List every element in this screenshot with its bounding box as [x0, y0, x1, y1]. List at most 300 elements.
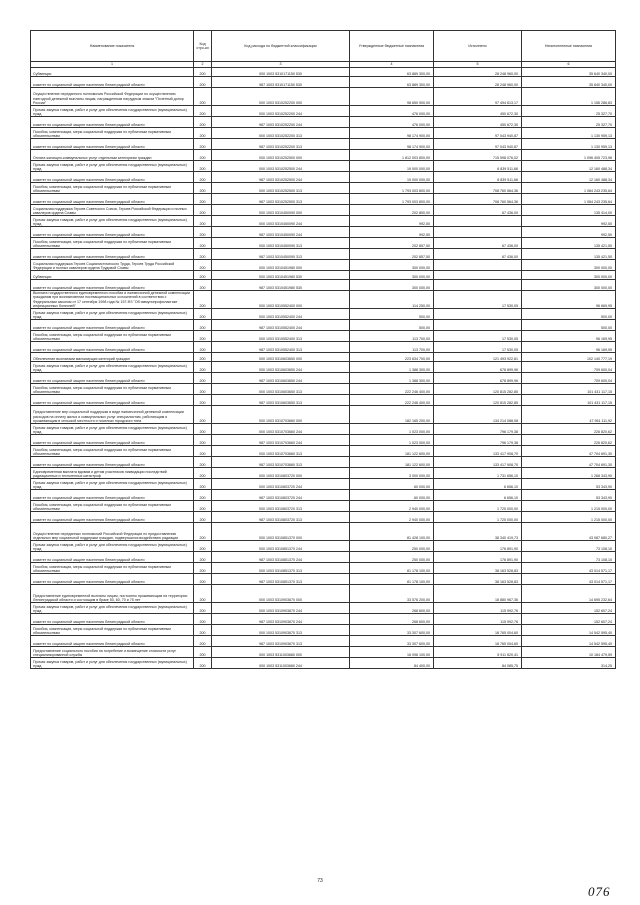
cell-code: 987 1003 5310603650 313: [212, 395, 350, 406]
cell-approved: 33 576 200,00: [350, 585, 434, 603]
cell-name: Обеспечение выплатами малоимущих категорий граждан: [31, 353, 194, 362]
cell-code: 987 1003 5310252200 313: [212, 139, 350, 150]
cell-line: 200: [194, 117, 212, 128]
cell-name: комитет по социальной защите населения Ленинградской области: [31, 574, 194, 585]
cell-name: Осуществление переданных полномочий Российской Федерации по предоставлению отдельных мер социальной поддержки граждан, подвергшихся воздействию радиации: [31, 523, 194, 541]
cell-unexecuted: 53 343,90: [522, 479, 616, 490]
cell-line: 200: [194, 541, 212, 552]
cell-approved: 500,00: [350, 320, 434, 331]
table-row: [31, 249, 616, 260]
header-row: [31, 31, 616, 62]
cell-unexecuted: 300 000,00: [522, 260, 616, 271]
cell-code: 000 1003 5310903670 000: [212, 585, 350, 603]
cell-code: 000 1003 5310252200 313: [212, 128, 350, 139]
cell-executed: 176 891,90: [434, 552, 522, 563]
cell-executed: 796 179,38: [434, 424, 522, 435]
cell-approved: 114 250,00: [350, 291, 434, 309]
cell-approved: 1 388 300,00: [350, 362, 434, 373]
cell-unexecuted: 1 130 959,13: [522, 139, 616, 150]
table-row: [31, 512, 616, 523]
cell-unexecuted: 35 640 340,00: [522, 68, 616, 77]
cell-approved: 98 174 900,00: [350, 139, 434, 150]
table-row: [31, 77, 616, 88]
header-code: Код расхода по бюджетной классификации: [212, 31, 350, 62]
cell-line: 200: [194, 227, 212, 238]
cell-approved: 1 793 003 800,00: [350, 194, 434, 205]
cell-name: комитет по социальной защите населения Ленинградской области: [31, 435, 194, 446]
cell-executed: 708 760 564,36: [434, 194, 522, 205]
cell-approved: 992,50: [350, 227, 434, 238]
cell-line: 200: [194, 362, 212, 373]
cell-code: 987 1003 5310851370 244: [212, 552, 350, 563]
cell-approved: 33 307 600,00: [350, 625, 434, 636]
cell-code: 000 1003 5310552400 244: [212, 309, 350, 320]
cell-executed: 450 672,30: [434, 106, 522, 117]
cell-executed: 97 043 940,87: [434, 128, 522, 139]
cell-code: 987 1003 5310552400 313: [212, 342, 350, 353]
table-row: [31, 523, 616, 541]
cell-line: 200: [194, 585, 212, 603]
cell-executed: 133 417 908,70: [434, 446, 522, 457]
cell-line: 200: [194, 150, 212, 161]
cell-line: 200: [194, 614, 212, 625]
cell-unexecuted: 709 600,04: [522, 362, 616, 373]
cell-code: 987 1003 5310903670 313: [212, 636, 350, 647]
table-row: [31, 88, 616, 106]
cell-name: Предоставление мер социальной поддержки в виде ежемесячной денежной компенсации расходов на оплату жилья и коммунальных услуг специалистам, работающим и проживающим в сельской местности и поселках городского типа: [31, 406, 194, 424]
table-row: [31, 468, 616, 479]
cell-line: 200: [194, 563, 212, 574]
table-row: [31, 658, 616, 669]
cell-line: 200: [194, 501, 212, 512]
table-row: [31, 150, 616, 161]
cell-line: 200: [194, 468, 212, 479]
cell-executed: 1 725 000,00: [434, 501, 522, 512]
cell-approved: 992,50: [350, 216, 434, 227]
cell-approved: 19 000 000,00: [350, 172, 434, 183]
cell-name: Прочая закупка товаров, работ и услуг для обеспечения государственных (муниципальных) нужд: [31, 424, 194, 435]
cell-executed: 176 891,90: [434, 541, 522, 552]
cell-unexecuted: 12 160 488,34: [522, 161, 616, 172]
cell-unexecuted: 1 084 243 235,64: [522, 183, 616, 194]
cell-name: комитет по социальной защите населения Ленинградской области: [31, 117, 194, 128]
cell-unexecuted: 992,50: [522, 216, 616, 227]
cell-unexecuted: 25 327,70: [522, 106, 616, 117]
cell-approved: 33 307 600,00: [350, 636, 434, 647]
cell-approved: 300 000,00: [350, 280, 434, 291]
table-row: [31, 490, 616, 501]
table-row: [31, 320, 616, 331]
cell-line: 200: [194, 490, 212, 501]
cell-unexecuted: 226 820,62: [522, 424, 616, 435]
cell-approved: 81 178 100,00: [350, 563, 434, 574]
cell-code: 000 1003 5310450090 244: [212, 216, 350, 227]
cell-name: Пособия, компенсации, меры социальной поддержки по публичным нормативным обязательствам: [31, 501, 194, 512]
cell-unexecuted: 47 951 111,92: [522, 406, 616, 424]
cell-unexecuted: 14 542 595,40: [522, 636, 616, 647]
cell-executed: 67 436,00: [434, 205, 522, 216]
cell-executed: 678 899,96: [434, 362, 522, 373]
cell-approved: 98 174 900,00: [350, 128, 434, 139]
cell-approved: 63 889 300,00: [350, 68, 434, 77]
cell-code: 000 1003 5310252500 244: [212, 161, 350, 172]
cell-unexecuted: 35 640 340,00: [522, 77, 616, 88]
header-line: Код стро-ки: [194, 31, 212, 62]
cell-code: 000 1003 5310703660 244: [212, 424, 350, 435]
table-row: [31, 373, 616, 384]
table-row: [31, 541, 616, 552]
cell-unexecuted: 102 140 777,19: [522, 353, 616, 362]
cell-line: 200: [194, 435, 212, 446]
cell-name: комитет по социальной защите населения Ленинградской области: [31, 227, 194, 238]
table-row: [31, 291, 616, 309]
table-row: [31, 501, 616, 512]
cell-name: комитет по социальной защите населения Ленинградской области: [31, 249, 194, 260]
cell-approved: 1 812 003 800,00: [350, 150, 434, 161]
cell-name: Социальная поддержка Героев Советского Союза, Героев Российской Федерации и полных кавалеров ордена Славы: [31, 205, 194, 216]
cell-executed: 18 880 967,36: [434, 585, 522, 603]
cell-approved: 181 122 600,00: [350, 457, 434, 468]
cell-approved: 2 940 000,00: [350, 501, 434, 512]
cell-code: 987 1003 5310552400 244: [212, 320, 350, 331]
cell-unexecuted: 14 542 595,40: [522, 625, 616, 636]
cell-line: 200: [194, 271, 212, 280]
cell-name: Субвенции: [31, 68, 194, 77]
cell-executed: 5 911 620,41: [434, 647, 522, 658]
report-sheet: [30, 30, 615, 669]
cell-name: Прочая закупка товаров, работ и услуг для обеспечения государственных (муниципальных) нужд: [31, 362, 194, 373]
cell-code: 000 1003 5310851370 000: [212, 523, 350, 541]
cell-code: 987 1003 5310851370 313: [212, 574, 350, 585]
cell-executed: 38 340 419,73: [434, 523, 522, 541]
cell-unexecuted: 43 087 680,27: [522, 523, 616, 541]
cell-unexecuted: 96 169,95: [522, 331, 616, 342]
cell-code: 987 1003 5310703660 244: [212, 435, 350, 446]
table-row: [31, 331, 616, 342]
column-number: 1: [31, 62, 194, 68]
cell-approved: 268 600,00: [350, 603, 434, 614]
cell-line: 200: [194, 161, 212, 172]
cell-name: комитет по социальной защите населения Ленинградской области: [31, 280, 194, 291]
cell-executed: 1 725 000,00: [434, 512, 522, 523]
cell-unexecuted: 12 160 488,34: [522, 172, 616, 183]
cell-executed: 450 672,30: [434, 117, 522, 128]
cell-unexecuted: 992,50: [522, 227, 616, 238]
cell-line: 200: [194, 512, 212, 523]
table-row: [31, 457, 616, 468]
cell-approved: 222 246 400,00: [350, 384, 434, 395]
cell-name: Пособия, компенсации, меры социальной поддержки по публичным нормативным обязательствам: [31, 238, 194, 249]
table-row: [31, 280, 616, 291]
cell-code: 987 1003 5310803720 244: [212, 490, 350, 501]
cell-code: 000 1003 5310603650 313: [212, 384, 350, 395]
cell-unexecuted: 43 014 571,17: [522, 563, 616, 574]
cell-code: 000 1003 5310252500 313: [212, 183, 350, 194]
cell-approved: 500,00: [350, 309, 434, 320]
cell-name: Предоставление социального пособия на погребение и возмещение стоимости услуг специализированной службы: [31, 647, 194, 658]
cell-code: 987 1003 5310252500 244: [212, 172, 350, 183]
cell-name: комитет по социальной защите населения Ленинградской области: [31, 172, 194, 183]
cell-unexecuted: 314,25: [522, 658, 616, 669]
cell-executed: 1 731 656,10: [434, 468, 522, 479]
cell-executed: [434, 216, 522, 227]
cell-unexecuted: 709 600,04: [522, 373, 616, 384]
cell-unexecuted: 1 130 959,13: [522, 128, 616, 139]
cell-executed: 38 163 528,83: [434, 574, 522, 585]
cell-executed: 38 163 528,83: [434, 563, 522, 574]
cell-code: 987 1003 5310171150 530: [212, 77, 350, 88]
cell-line: 200: [194, 260, 212, 271]
cell-executed: 17 530,05: [434, 342, 522, 353]
cell-unexecuted: 25 327,70: [522, 117, 616, 128]
cell-line: 200: [194, 139, 212, 150]
cell-executed: 6 656,10: [434, 490, 522, 501]
cell-executed: [434, 280, 522, 291]
cell-name: комитет по социальной защите населения Ленинградской области: [31, 139, 194, 150]
cell-unexecuted: 1 215 000,00: [522, 501, 616, 512]
cell-approved: 268 600,00: [350, 614, 434, 625]
cell-line: 200: [194, 574, 212, 585]
cell-executed: 67 436,00: [434, 238, 522, 249]
table-row: [31, 563, 616, 574]
column-number: 4: [350, 62, 434, 68]
cell-executed: 708 760 564,36: [434, 183, 522, 194]
cell-code: 987 1003 5310451980 530: [212, 280, 350, 291]
cell-approved: 113 700,00: [350, 342, 434, 353]
cell-approved: 202 857,50: [350, 249, 434, 260]
header-name: Наименование показателя: [31, 31, 194, 62]
cell-approved: 63 889 300,00: [350, 77, 434, 88]
cell-line: 200: [194, 353, 212, 362]
cell-line: 200: [194, 658, 212, 669]
table-row: [31, 216, 616, 227]
cell-unexecuted: 152 607,24: [522, 614, 616, 625]
table-row: [31, 309, 616, 320]
table-row: [31, 446, 616, 457]
budget-execution-table: [30, 30, 616, 669]
cell-executed: 6 839 511,66: [434, 161, 522, 172]
cell-approved: 300 000,00: [350, 260, 434, 271]
cell-unexecuted: 1 268 343,90: [522, 468, 616, 479]
cell-line: 200: [194, 406, 212, 424]
cell-executed: 678 899,96: [434, 373, 522, 384]
cell-executed: 121 493 922,81: [434, 353, 522, 362]
cell-line: 200: [194, 373, 212, 384]
cell-code: 000 1003 5310703660 000: [212, 406, 350, 424]
cell-line: 200: [194, 280, 212, 291]
table-row: [31, 342, 616, 353]
table-row: [31, 585, 616, 603]
cell-unexecuted: 1 215 000,00: [522, 512, 616, 523]
cell-line: 200: [194, 342, 212, 353]
cell-executed: 120 815 282,85: [434, 384, 522, 395]
cell-line: 200: [194, 320, 212, 331]
cell-code: 000 1003 5310803720 313: [212, 501, 350, 512]
cell-executed: 28 248 960,00: [434, 77, 522, 88]
cell-code: 987 1003 5310252200 244: [212, 117, 350, 128]
cell-unexecuted: 135 414,00: [522, 205, 616, 216]
cell-unexecuted: 10 184 479,59: [522, 647, 616, 658]
cell-line: 200: [194, 309, 212, 320]
cell-code: 987 1003 5310903670 244: [212, 614, 350, 625]
cell-executed: [434, 309, 522, 320]
cell-approved: 202 857,50: [350, 238, 434, 249]
cell-executed: [434, 260, 522, 271]
table-row: [31, 424, 616, 435]
cell-name: комитет по социальной защите населения Ленинградской области: [31, 614, 194, 625]
cell-name: комитет по социальной защите населения Ленинградской области: [31, 395, 194, 406]
cell-name: Пособия, компенсации, меры социальной поддержки по публичным нормативным обязательствам: [31, 331, 194, 342]
table-row: [31, 395, 616, 406]
column-number: 2: [194, 62, 212, 68]
table-row: [31, 128, 616, 139]
cell-line: 200: [194, 446, 212, 457]
cell-line: 200: [194, 395, 212, 406]
column-number: 6: [522, 62, 616, 68]
cell-unexecuted: 1 156 286,83: [522, 88, 616, 106]
cell-approved: 60 000,00: [350, 490, 434, 501]
table-row: [31, 139, 616, 150]
cell-unexecuted: 500,00: [522, 309, 616, 320]
cell-code: 987 1003 5310803720 313: [212, 512, 350, 523]
column-number: 3: [212, 62, 350, 68]
cell-approved: 181 122 600,00: [350, 446, 434, 457]
cell-name: Прочая закупка товаров, работ и услуг для обеспечения государственных (муниципальных) нужд: [31, 161, 194, 172]
cell-name: Прочая закупка товаров, работ и услуг для обеспечения государственных (муниципальных) нужд: [31, 603, 194, 614]
cell-name: комитет по социальной защите населения Ленинградской области: [31, 342, 194, 353]
table-row: [31, 238, 616, 249]
cell-code: 000 1003 5310851370 244: [212, 541, 350, 552]
table-row: [31, 406, 616, 424]
cell-code: 000 1003 5310603650 244: [212, 362, 350, 373]
handwritten-stamp: 076: [588, 884, 611, 899]
cell-approved: 250 000,00: [350, 541, 434, 552]
cell-approved: 250 000,00: [350, 552, 434, 563]
cell-name: Единовременная выплата вдовам и детям участников ликвидации последствий радиационных и техногенных катастроф: [31, 468, 194, 479]
cell-approved: 19 000 000,00: [350, 161, 434, 172]
cell-line: 200: [194, 291, 212, 309]
cell-name: Пособия, компенсации, меры социальной поддержки по публичным нормативным обязательствам: [31, 625, 194, 636]
cell-code: 000 1003 5310703660 313: [212, 446, 350, 457]
cell-code: 000 1003 5310552400 000: [212, 291, 350, 309]
cell-line: 200: [194, 183, 212, 194]
cell-name: комитет по социальной защите населения Ленинградской области: [31, 373, 194, 384]
table-row: [31, 172, 616, 183]
cell-approved: 476 000,00: [350, 106, 434, 117]
cell-line: 200: [194, 647, 212, 658]
cell-executed: [434, 227, 522, 238]
cell-line: 200: [194, 625, 212, 636]
cell-unexecuted: 43 014 571,17: [522, 574, 616, 585]
cell-unexecuted: 73 108,10: [522, 541, 616, 552]
cell-approved: 98 650 900,00: [350, 88, 434, 106]
cell-code: 000 1003 5310603650 000: [212, 353, 350, 362]
cell-name: комитет по социальной защите населения Ленинградской области: [31, 512, 194, 523]
page-number: 73: [317, 878, 323, 884]
cell-code: 000 1003 5310171150 530: [212, 68, 350, 77]
cell-unexecuted: 47 704 691,30: [522, 457, 616, 468]
table-row: [31, 647, 616, 658]
cell-code: 000 1003 5310803720 000: [212, 468, 350, 479]
table-row: [31, 435, 616, 446]
cell-line: 200: [194, 172, 212, 183]
cell-executed: 134 214 088,08: [434, 406, 522, 424]
table-row: [31, 625, 616, 636]
cell-line: 200: [194, 194, 212, 205]
cell-executed: 28 248 960,00: [434, 68, 522, 77]
cell-name: комитет по социальной защите населения Ленинградской области: [31, 77, 194, 88]
cell-approved: 1 793 003 800,00: [350, 183, 434, 194]
cell-name: Прочая закупка товаров, работ и услуг для обеспечения государственных (муниципальных) нужд: [31, 106, 194, 117]
cell-line: 200: [194, 216, 212, 227]
cell-line: 200: [194, 205, 212, 216]
cell-code: 000 1003 5310450090 000: [212, 205, 350, 216]
cell-name: Пособия, компенсации, меры социальной поддержки по публичным нормативным обязательствам: [31, 446, 194, 457]
cell-approved: 300 000,00: [350, 271, 434, 280]
cell-line: 200: [194, 424, 212, 435]
cell-executed: 17 530,05: [434, 331, 522, 342]
cell-unexecuted: 101 431 117,15: [522, 395, 616, 406]
table-row: [31, 614, 616, 625]
cell-executed: 97 494 613,17: [434, 88, 522, 106]
cell-code: 987 1003 5310603650 244: [212, 373, 350, 384]
cell-name: Прочая закупка товаров, работ и услуг для обеспечения государственных (муниципальных) нужд: [31, 309, 194, 320]
cell-executed: 6 656,10: [434, 479, 522, 490]
cell-line: 200: [194, 68, 212, 77]
cell-executed: 115 992,76: [434, 614, 522, 625]
cell-approved: 1 023 000,00: [350, 435, 434, 446]
cell-code: 000 1003 5310252500 000: [212, 150, 350, 161]
header-approved: Утвержденные бюджетные назначения: [350, 31, 434, 62]
cell-line: 200: [194, 457, 212, 468]
header-executed: Исполнено: [434, 31, 522, 62]
cell-approved: 182 165 200,00: [350, 406, 434, 424]
cell-name: Пособия, компенсации, меры социальной поддержки по публичным нормативным обязательствам: [31, 128, 194, 139]
cell-line: 200: [194, 603, 212, 614]
column-number: 5: [434, 62, 522, 68]
table-row: [31, 260, 616, 271]
table-row: [31, 603, 616, 614]
table-body: [31, 68, 616, 669]
cell-approved: 81 428 100,00: [350, 523, 434, 541]
cell-approved: 16 096 100,00: [350, 647, 434, 658]
table-row: [31, 117, 616, 128]
cell-executed: 18 765 004,60: [434, 625, 522, 636]
cell-code: 000 1003 5310450090 313: [212, 238, 350, 249]
cell-approved: 1 388 300,00: [350, 373, 434, 384]
cell-name: Прочая закупка товаров, работ и услуг для обеспечения государственных (муниципальных) нужд: [31, 216, 194, 227]
cell-line: 200: [194, 128, 212, 139]
cell-line: 200: [194, 523, 212, 541]
cell-approved: 113 700,00: [350, 331, 434, 342]
cell-executed: 115 992,76: [434, 603, 522, 614]
cell-executed: [434, 271, 522, 280]
cell-code: 987 1003 5310252500 313: [212, 194, 350, 205]
cell-name: комитет по социальной защите населения Ленинградской области: [31, 457, 194, 468]
header-unexecuted: Неисполненные назначения: [522, 31, 616, 62]
cell-executed: [434, 320, 522, 331]
table-row: [31, 574, 616, 585]
cell-code: 000 1003 5310252200 244: [212, 106, 350, 117]
cell-unexecuted: 135 421,50: [522, 249, 616, 260]
table-row: [31, 353, 616, 362]
cell-unexecuted: 96 169,95: [522, 342, 616, 353]
cell-code: 987 1003 5310450090 313: [212, 249, 350, 260]
cell-line: 200: [194, 106, 212, 117]
cell-name: комитет по социальной защите населения Ленинградской области: [31, 636, 194, 647]
cell-unexecuted: 14 695 232,64: [522, 585, 616, 603]
table-row: [31, 227, 616, 238]
